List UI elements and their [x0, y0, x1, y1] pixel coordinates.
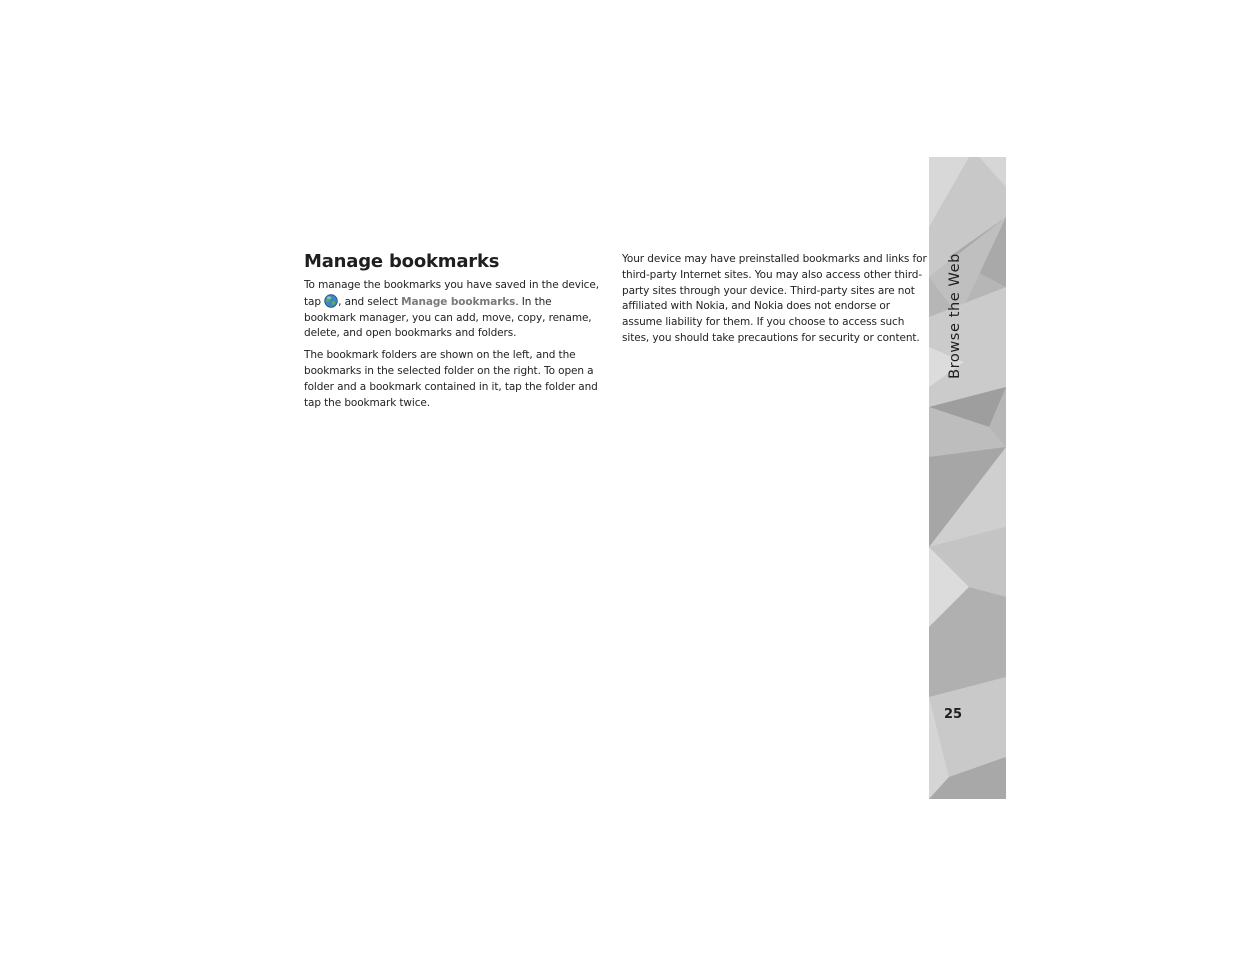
- right-column: [622, 252, 927, 353]
- manage-bookmarks-term: Manage bookmarks: [401, 295, 516, 308]
- intro-text-end: . In the bookmark manager, you can add, move, copy, rename, delete, and open bookmarks and folders.: [304, 295, 592, 340]
- side-tab-pattern: [929, 157, 1006, 799]
- section-heading: Manage bookmarks: [304, 251, 500, 272]
- left-column: [304, 250, 604, 417]
- intro-text-mid: , and select: [338, 295, 402, 308]
- globe-icon: [324, 294, 338, 308]
- folders-paragraph: The bookmark folders are shown on the left, and the bookmarks in the selected folder on the right. To open a folder and a bookmark contained in it, tap the folder and tap the bookmark twice.: [304, 349, 598, 409]
- page-number: 25: [944, 707, 963, 722]
- chapter-side-tab: [929, 157, 1006, 799]
- intro-text-start: To manage the bookmarks you have saved in the device, tap: [304, 279, 599, 308]
- intro-paragraph: [304, 278, 604, 342]
- chapter-title: Browse the Web: [947, 253, 963, 379]
- third-party-paragraph: Your device may have preinstalled bookmarks and links for third-party Internet sites. You may also access other third-party sites through your device. Third-party sites are not affiliated with Nokia, and Nokia does not endorse or assume liability for them. If you choose to access such sites, you should take precautions for security or content.: [622, 253, 927, 344]
